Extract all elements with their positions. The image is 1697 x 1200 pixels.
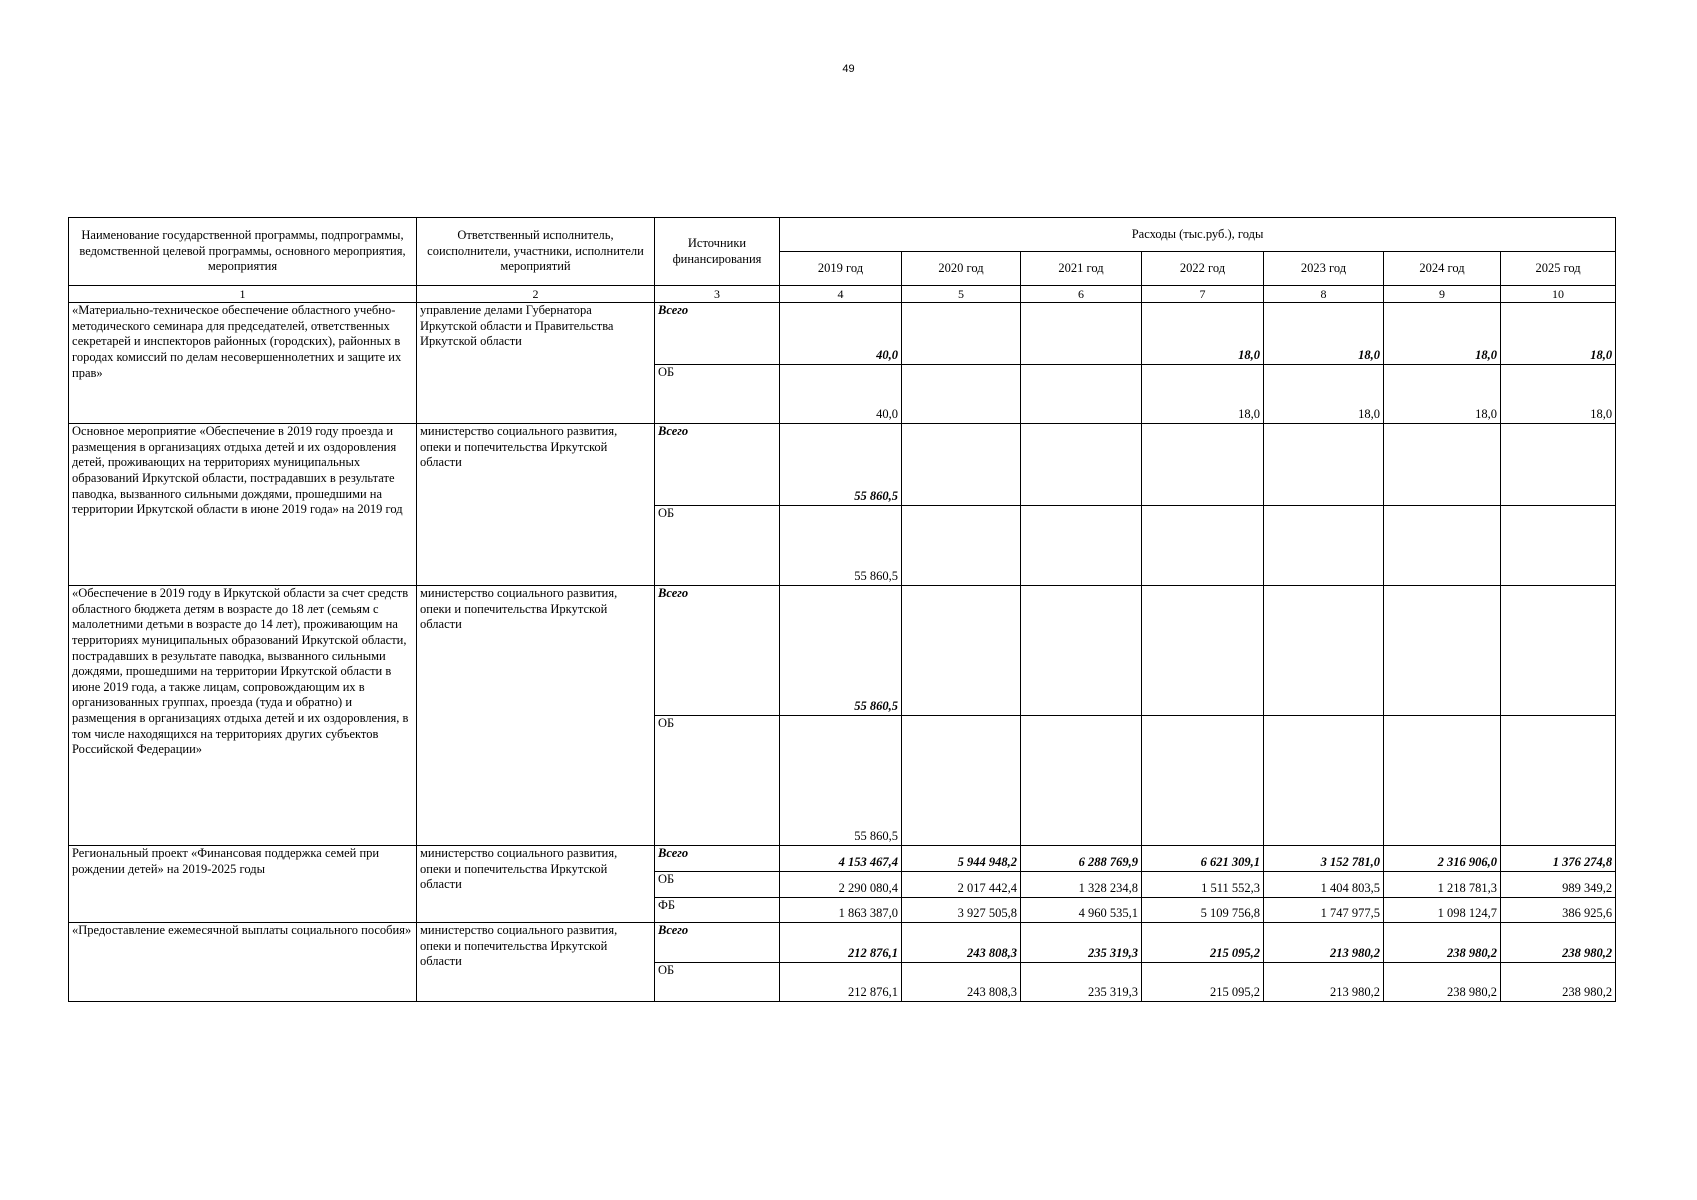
amount-cell: 55 860,5 — [780, 424, 902, 506]
amount-cell — [902, 424, 1021, 506]
amount-cell: 213 980,2 — [1264, 923, 1384, 963]
column-index: 8 — [1264, 286, 1384, 303]
executor-cell: министерство социального развития, опеки и попечительства Иркутской области — [417, 846, 655, 923]
column-index: 7 — [1142, 286, 1264, 303]
amount-cell — [1021, 365, 1142, 424]
column-index: 6 — [1021, 286, 1142, 303]
amount-cell — [1142, 506, 1264, 586]
page-number: 49 — [842, 63, 855, 75]
amount-cell — [902, 365, 1021, 424]
header-source: Источники финансирования — [655, 218, 780, 286]
header-executor: Ответственный исполнитель, соисполнители, участники, исполнители мероприятий — [417, 218, 655, 286]
amount-cell: 215 095,2 — [1142, 923, 1264, 963]
amount-cell: 1 747 977,5 — [1264, 898, 1384, 923]
amount-cell: 18,0 — [1384, 303, 1501, 365]
program-name-cell: «Предоставление ежемесячной выплаты социального пособия» — [69, 923, 417, 1002]
funding-source-cell: ФБ — [655, 898, 780, 923]
table-header — [69, 218, 1616, 303]
header-year: 2024 год — [1384, 252, 1501, 286]
budget-table — [68, 217, 1616, 1002]
amount-cell — [1384, 716, 1501, 846]
funding-source-cell: Всего — [655, 923, 780, 963]
column-index: 1 — [69, 286, 417, 303]
amount-cell — [1264, 506, 1384, 586]
amount-cell — [902, 303, 1021, 365]
amount-cell — [1501, 716, 1616, 846]
executor-cell: министерство социального развития, опеки и попечительства Иркутской области — [417, 424, 655, 586]
amount-cell: 2 290 080,4 — [780, 872, 902, 898]
amount-cell: 215 095,2 — [1142, 963, 1264, 1002]
amount-cell: 243 808,3 — [902, 923, 1021, 963]
amount-cell — [1021, 716, 1142, 846]
amount-cell — [1384, 586, 1501, 716]
column-index: 4 — [780, 286, 902, 303]
funding-source-cell: ОБ — [655, 365, 780, 424]
header-year: 2019 год — [780, 252, 902, 286]
amount-cell: 4 960 535,1 — [1021, 898, 1142, 923]
program-name-cell: Региональный проект «Финансовая поддержка семей при рождении детей» на 2019-2025 годы — [69, 846, 417, 923]
amount-cell — [1142, 586, 1264, 716]
amount-cell: 238 980,2 — [1384, 923, 1501, 963]
header-expenses: Расходы (тыс.руб.), годы — [780, 218, 1616, 252]
amount-cell: 2 017 442,4 — [902, 872, 1021, 898]
amount-cell — [1142, 424, 1264, 506]
program-name-cell: «Обеспечение в 2019 году в Иркутской области за счет средств областного бюджета детям в возрасте до 18 лет (семьям с малолетними детьми в возрасте до 14 лет), проживающим на территориях муниципальных образований Иркутской области, пострадавших в результате паводка, вызванного сильными дождями, прошедшими на территории Иркутской области в июне 2019 года, а также лицам, сопровождающим их в организованных группах, проезда (туда и обратно) и размещения в организациях отдыха детей и их оздоровления, в том числе находящихся на территориях других субъектов Российской Федерации» — [69, 586, 417, 846]
amount-cell: 4 153 467,4 — [780, 846, 902, 872]
table-body — [69, 303, 1616, 1002]
header-year: 2022 год — [1142, 252, 1264, 286]
header-name: Наименование государственной программы, подпрограммы, ведомственной целевой программы, основного мероприятия, мероприятия — [69, 218, 417, 286]
amount-cell — [902, 716, 1021, 846]
header-year: 2025 год — [1501, 252, 1616, 286]
amount-cell: 235 319,3 — [1021, 963, 1142, 1002]
amount-cell — [1384, 506, 1501, 586]
amount-cell: 18,0 — [1264, 303, 1384, 365]
amount-cell — [1021, 506, 1142, 586]
column-index: 10 — [1501, 286, 1616, 303]
amount-cell: 55 860,5 — [780, 716, 902, 846]
amount-cell: 18,0 — [1501, 365, 1616, 424]
header-year: 2021 год — [1021, 252, 1142, 286]
amount-cell: 1 863 387,0 — [780, 898, 902, 923]
header-year: 2020 год — [902, 252, 1021, 286]
funding-source-cell: ОБ — [655, 716, 780, 846]
amount-cell: 1 098 124,7 — [1384, 898, 1501, 923]
amount-cell: 40,0 — [780, 365, 902, 424]
amount-cell: 238 980,2 — [1384, 963, 1501, 1002]
table-row — [69, 846, 1616, 872]
amount-cell: 3 152 781,0 — [1264, 846, 1384, 872]
program-name-cell: Основное мероприятие «Обеспечение в 2019 году проезда и размещения в организациях отдыха детей и их оздоровления детей, проживающих на территориях муниципальных образований Иркутской области, пострадавших в результате паводка, вызванного сильными дождями, прошедшими на территории Иркутской области в июне 2019 года» на 2019 год — [69, 424, 417, 586]
amount-cell: 1 511 552,3 — [1142, 872, 1264, 898]
funding-source-cell: ОБ — [655, 872, 780, 898]
amount-cell — [1021, 424, 1142, 506]
executor-cell: управление делами Губернатора Иркутской области и Правительства Иркутской области — [417, 303, 655, 424]
amount-cell: 55 860,5 — [780, 586, 902, 716]
program-name-cell: «Материально-техническое обеспечение областного учебно-методического семинара для председателей, ответственных секретарей и инспекторов районных (городских), районных в городах комиссий по делам несовершеннолетних и защите их прав» — [69, 303, 417, 424]
amount-cell: 212 876,1 — [780, 923, 902, 963]
amount-cell: 386 925,6 — [1501, 898, 1616, 923]
amount-cell — [1021, 586, 1142, 716]
amount-cell — [1021, 303, 1142, 365]
table-row — [69, 424, 1616, 506]
funding-source-cell: Всего — [655, 424, 780, 506]
amount-cell: 243 808,3 — [902, 963, 1021, 1002]
amount-cell — [1501, 424, 1616, 506]
amount-cell: 238 980,2 — [1501, 963, 1616, 1002]
funding-source-cell: Всего — [655, 586, 780, 716]
amount-cell: 6 288 769,9 — [1021, 846, 1142, 872]
amount-cell: 212 876,1 — [780, 963, 902, 1002]
amount-cell: 18,0 — [1501, 303, 1616, 365]
column-index: 5 — [902, 286, 1021, 303]
amount-cell — [902, 586, 1021, 716]
funding-source-cell: Всего — [655, 303, 780, 365]
amount-cell — [1384, 424, 1501, 506]
header-year: 2023 год — [1264, 252, 1384, 286]
amount-cell: 1 218 781,3 — [1384, 872, 1501, 898]
amount-cell: 3 927 505,8 — [902, 898, 1021, 923]
amount-cell: 40,0 — [780, 303, 902, 365]
amount-cell — [1142, 716, 1264, 846]
amount-cell: 5 944 948,2 — [902, 846, 1021, 872]
amount-cell: 55 860,5 — [780, 506, 902, 586]
funding-source-cell: ОБ — [655, 506, 780, 586]
column-index: 3 — [655, 286, 780, 303]
table-row — [69, 923, 1616, 963]
amount-cell: 1 376 274,8 — [1501, 846, 1616, 872]
amount-cell: 238 980,2 — [1501, 923, 1616, 963]
column-index: 9 — [1384, 286, 1501, 303]
amount-cell — [1501, 586, 1616, 716]
amount-cell: 989 349,2 — [1501, 872, 1616, 898]
executor-cell: министерство социального развития, опеки и попечительства Иркутской области — [417, 923, 655, 1002]
amount-cell: 5 109 756,8 — [1142, 898, 1264, 923]
amount-cell: 1 328 234,8 — [1021, 872, 1142, 898]
table-row — [69, 586, 1616, 716]
table-row — [69, 303, 1616, 365]
amount-cell: 6 621 309,1 — [1142, 846, 1264, 872]
amount-cell — [1501, 506, 1616, 586]
amount-cell: 235 319,3 — [1021, 923, 1142, 963]
amount-cell: 18,0 — [1142, 365, 1264, 424]
amount-cell: 2 316 906,0 — [1384, 846, 1501, 872]
amount-cell — [902, 506, 1021, 586]
column-index-row — [69, 286, 1616, 303]
executor-cell: министерство социального развития, опеки и попечительства Иркутской области — [417, 586, 655, 846]
amount-cell — [1264, 424, 1384, 506]
column-index: 2 — [417, 286, 655, 303]
amount-cell: 1 404 803,5 — [1264, 872, 1384, 898]
amount-cell: 18,0 — [1264, 365, 1384, 424]
amount-cell: 18,0 — [1142, 303, 1264, 365]
amount-cell — [1264, 586, 1384, 716]
amount-cell — [1264, 716, 1384, 846]
amount-cell: 18,0 — [1384, 365, 1501, 424]
amount-cell: 213 980,2 — [1264, 963, 1384, 1002]
funding-source-cell: ОБ — [655, 963, 780, 1002]
funding-source-cell: Всего — [655, 846, 780, 872]
